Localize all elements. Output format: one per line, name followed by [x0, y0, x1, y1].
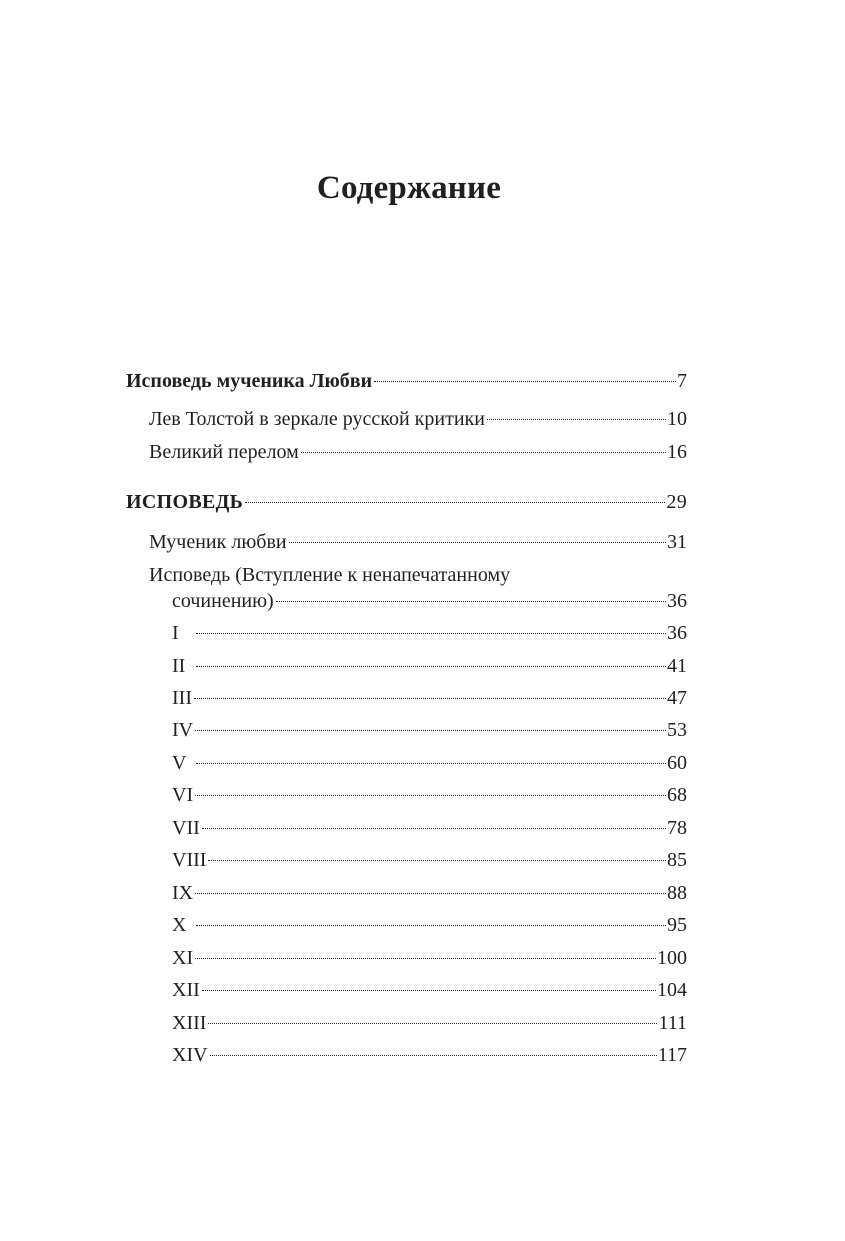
toc-page-number: 16 [667, 441, 687, 463]
toc-entry-title: сочинению) [172, 590, 274, 612]
toc-chapter-13[interactable] [172, 1010, 687, 1036]
toc-entry-title: IV [172, 719, 194, 741]
leader-dots [196, 925, 666, 926]
toc-entry-confession[interactable] [172, 588, 687, 614]
leader-dots [208, 1023, 657, 1024]
leader-dots [195, 893, 666, 894]
toc-page-number: 85 [667, 849, 687, 871]
toc-entry-title: XIII [172, 1012, 207, 1034]
toc-page-number: 41 [667, 655, 687, 677]
toc-chapter-2[interactable] [172, 653, 687, 679]
toc-page-number: 60 [667, 752, 687, 774]
toc-page-number: 100 [657, 947, 687, 969]
toc-chapter-5[interactable] [172, 750, 687, 776]
toc-entry-title: III [172, 687, 192, 709]
toc-chapter-4[interactable] [172, 717, 687, 743]
leader-dots [195, 730, 666, 731]
leader-dots [195, 958, 656, 959]
leader-dots [245, 502, 665, 503]
toc-chapter-7[interactable] [172, 815, 687, 841]
toc-page-number: 95 [667, 914, 687, 936]
toc-entry-section-1[interactable] [126, 368, 687, 394]
toc-entry-title: XI [172, 947, 194, 969]
toc-entry-title: ИСПОВЕДЬ [126, 491, 244, 513]
leader-dots [210, 1055, 657, 1056]
leader-dots [276, 601, 666, 602]
toc-chapter-3[interactable] [172, 685, 687, 711]
leader-dots [196, 763, 666, 764]
toc-entry-title: XII [172, 979, 200, 1001]
toc-entry-title: Лев Толстой в зеркале русской критики [149, 408, 485, 430]
toc-entry-title: VI [172, 784, 194, 806]
toc-entry-section-1-2[interactable] [149, 439, 687, 465]
toc-entry-title: VIII [172, 849, 207, 871]
toc-page-number: 68 [667, 784, 687, 806]
toc-entry-title: Исповедь мученика Любви [126, 370, 373, 392]
leader-dots [487, 419, 666, 420]
toc-page-number: 117 [657, 1044, 687, 1066]
toc-page-number: 53 [667, 719, 687, 741]
leader-dots [194, 698, 666, 699]
toc-chapter-12[interactable] [172, 977, 687, 1003]
toc-page-number: 36 [667, 622, 687, 644]
leader-dots [202, 828, 666, 829]
toc-entry-title: VII [172, 817, 200, 839]
toc-entry-title: X [172, 914, 187, 936]
toc-entry-title: II [172, 655, 186, 677]
toc-page-number: 88 [667, 882, 687, 904]
toc-page-number: 111 [658, 1012, 687, 1034]
toc-entry-title: V [172, 752, 187, 774]
toc-chapter-8[interactable] [172, 847, 687, 873]
toc-entry-title: Мученик любви [149, 531, 287, 553]
leader-dots [196, 666, 666, 667]
leader-dots [301, 452, 666, 453]
toc-chapter-6[interactable] [172, 782, 687, 808]
toc-chapter-11[interactable] [172, 945, 687, 971]
toc-page-number: 104 [657, 979, 687, 1001]
leader-dots [202, 990, 656, 991]
toc-page-number: 10 [667, 408, 687, 430]
toc-entry-title: I [172, 622, 179, 644]
toc-chapter-1[interactable] [172, 620, 687, 646]
leader-dots [208, 860, 666, 861]
toc-page-number: 78 [667, 817, 687, 839]
toc-entry-section-1-1[interactable] [149, 406, 687, 432]
leader-dots [289, 542, 666, 543]
toc-entry-title: XIV [172, 1044, 208, 1066]
toc-entry-title: IX [172, 882, 194, 904]
toc-entry-title: Великий перелом [149, 441, 299, 463]
toc-entry-confession-title-line1[interactable]: Исповедь (Вступление к ненапечатанному [149, 564, 511, 586]
toc-chapter-10[interactable] [172, 912, 687, 938]
toc-entry-section-2[interactable] [126, 489, 687, 515]
leader-dots [196, 633, 666, 634]
toc-page-number: 29 [666, 491, 687, 513]
toc-entry-section-2-1[interactable] [149, 529, 687, 555]
page-title: Содержание [316, 170, 502, 206]
toc-chapter-14[interactable] [172, 1042, 687, 1068]
leader-dots [374, 381, 676, 382]
toc-page-number: 7 [677, 370, 687, 392]
toc-page-number: 47 [667, 687, 687, 709]
toc-page-number: 36 [667, 590, 687, 612]
toc-chapter-9[interactable] [172, 880, 687, 906]
toc-page-number: 31 [667, 531, 687, 553]
leader-dots [195, 795, 666, 796]
